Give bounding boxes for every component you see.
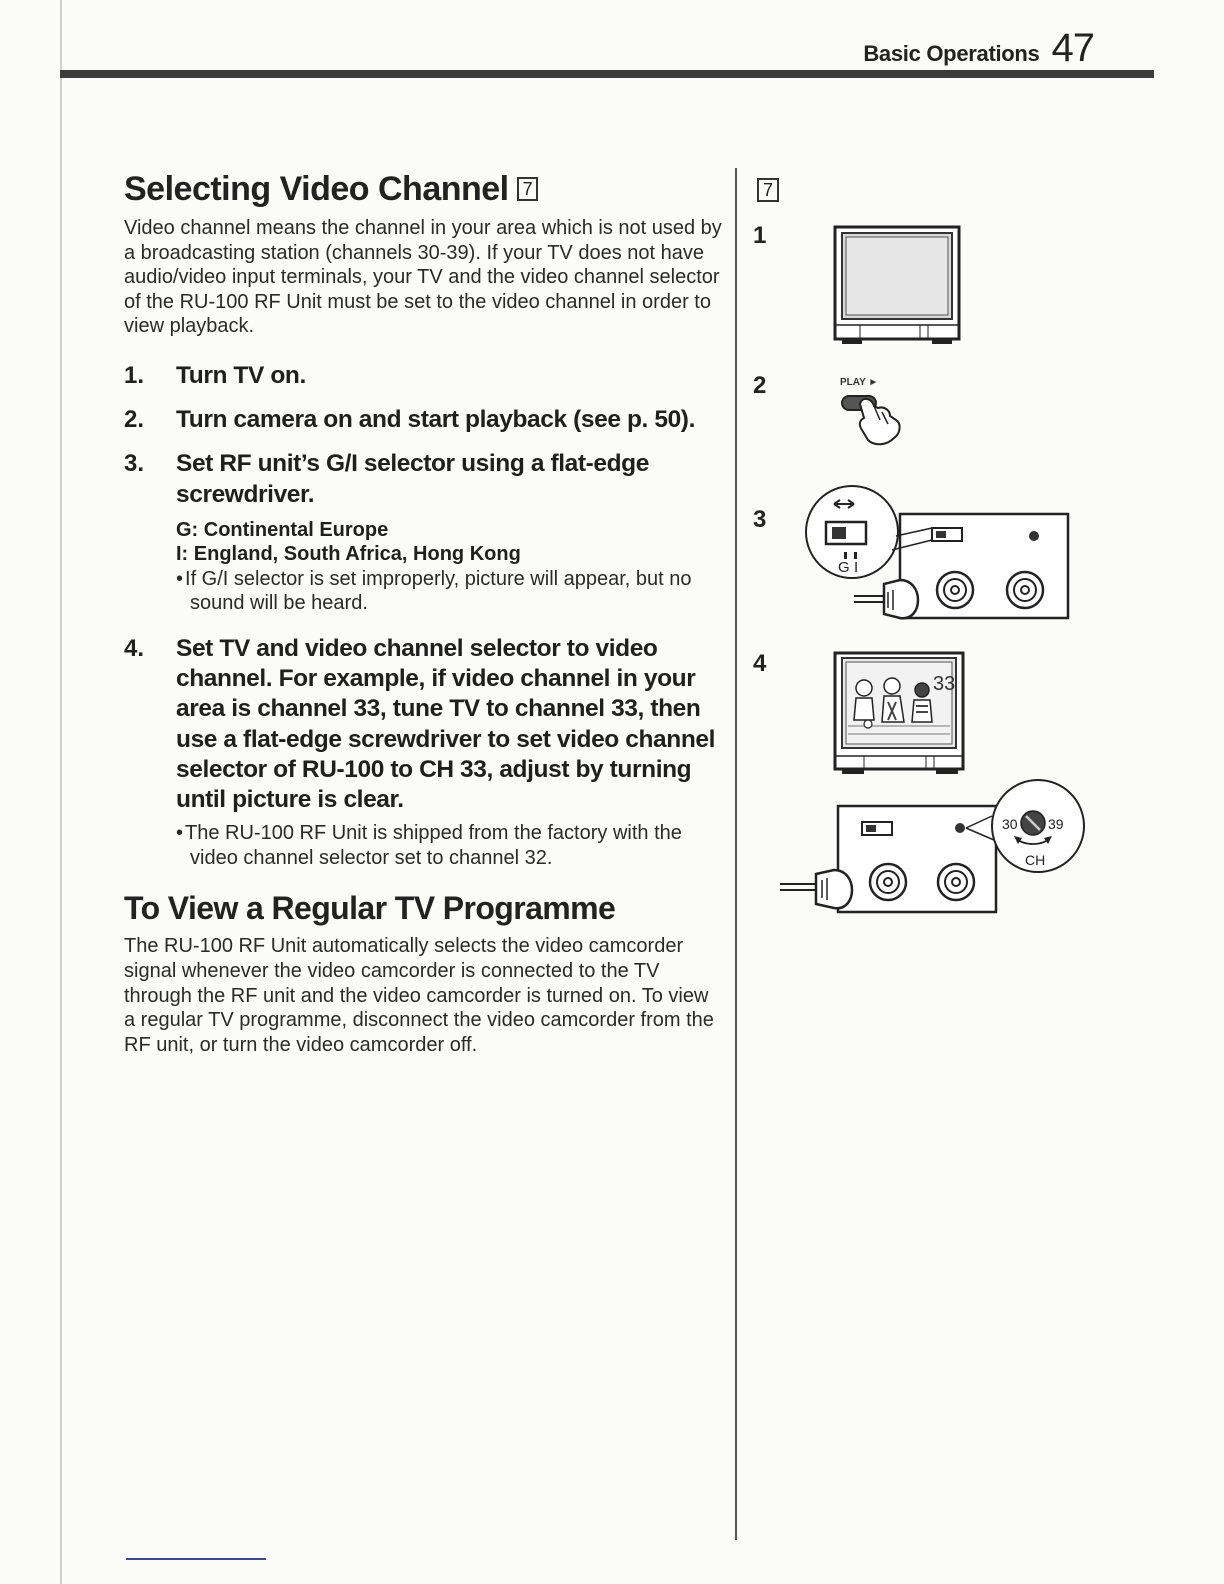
gi-label-i: I: [854, 559, 859, 576]
rf-output-jack: [870, 864, 906, 900]
figure-step-number: 4: [753, 650, 767, 677]
step-1: [124, 361, 724, 391]
football-players-picture: [854, 678, 932, 728]
step-sub-i: I: England, South Africa, Hong Kong: [176, 543, 521, 566]
step-note: • The RU-100 RF Unit is shipped from the factory with the video channel selector set to channel 32.: [176, 821, 724, 870]
rf-unit-channel-dial-illustration: [776, 776, 1091, 921]
rf-input-jack: [1007, 572, 1043, 608]
step-title: Set TV and video channel selector to video channel. For example, if video channel in your area is channel 33, tune TV to channel 33, then use a flat-edge screwdriver to set video channel selector of RU-100 to CH 33, adjust by turning until picture is clear.: [176, 634, 716, 813]
rf-unit-gi-selector-illustration: [800, 484, 1075, 629]
steps-list: [124, 361, 724, 870]
tv-with-picture-illustration: [832, 650, 968, 778]
dial-max-label: 39: [1048, 816, 1064, 832]
rf-output-jack: [937, 572, 973, 608]
figure-step-number: 2: [753, 372, 767, 399]
play-label: PLAY ►: [840, 377, 879, 388]
step-sub-g: G: Continental Europe: [176, 518, 389, 541]
page-left-margin-rule: [60, 0, 62, 1584]
step-number: 4.: [124, 634, 145, 662]
intro-paragraph: Video channel means the channel in your area which is not used by a broadcasting station (channels 30-39). If your TV does not have audio/video input terminals, your TV and the video channel selector of the RU-100 RF Unit must be set to the video channel in order to view playback.: [124, 217, 722, 338]
page-header: [863, 26, 1094, 71]
tv-channel-number: 33: [933, 673, 956, 695]
page-number: 47: [1051, 26, 1094, 70]
play-button-press-illustration: [838, 390, 908, 450]
figure-label: 7: [757, 178, 779, 202]
step-2: [124, 405, 724, 435]
figure-step-number: 1: [753, 222, 767, 249]
section-title-selecting-video-channel: [124, 168, 724, 210]
gi-label-g: G: [838, 559, 850, 576]
figure-step-number: 3: [753, 506, 767, 533]
step-title: Turn camera on and start playback (see p. 50).: [176, 406, 695, 434]
step-title: Turn TV on.: [176, 361, 306, 389]
footer-line: [126, 1558, 266, 1560]
column-divider: [735, 168, 737, 1540]
step-note: • If G/I selector is set improperly, picture will appear, but no sound will be heard.: [176, 567, 724, 616]
rf-input-jack: [938, 864, 974, 900]
dial-ch-label: CH: [1025, 852, 1046, 868]
header-section-title: Basic Operations: [863, 41, 1040, 66]
tv-illustration: [832, 224, 962, 348]
main-column: [124, 168, 724, 1057]
figure-reference-badge: 7: [517, 177, 539, 201]
step-4: [124, 634, 724, 870]
step-number: 1.: [124, 361, 145, 389]
step-number: 2.: [124, 406, 145, 434]
section-title-regular-tv: To View a Regular TV Programme: [124, 890, 616, 927]
header-rule: [60, 70, 1154, 78]
step-3: [124, 449, 724, 616]
section-title-text: Selecting Video Channel: [124, 170, 509, 208]
step-number: 3.: [124, 450, 145, 478]
step-title: Set RF unit’s G/I selector using a flat-edge screwdriver.: [176, 450, 649, 508]
dial-min-label: 30: [1002, 816, 1018, 832]
regular-tv-paragraph: The RU-100 RF Unit automatically selects the video camcorder signal whenever the video camcorder is connected to the TV through the RF unit and the video camcorder is turned on. To view a regular TV programme, disconnect the video camcorder from the RF unit, or turn the video camcorder off.: [124, 935, 714, 1056]
